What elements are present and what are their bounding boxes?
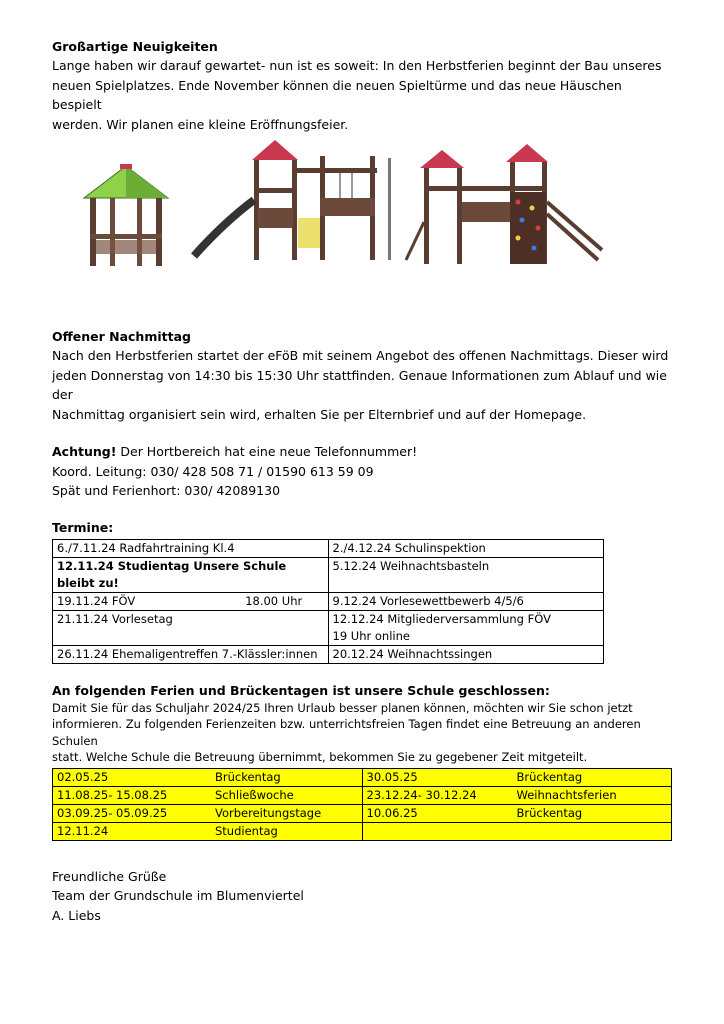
closed-heading: An folgenden Ferien und Brückentagen ist unsere Schule geschlossen: (52, 682, 550, 698)
table-cell (53, 592, 329, 610)
table-cell: 12.11.24 Studientag (53, 822, 363, 840)
table-cell: 26.11.24 Ehemaligentreffen 7.-Klässler:innen (53, 645, 329, 663)
holiday-table (52, 768, 672, 841)
table-cell (328, 610, 604, 645)
table-cell: 30.05.25 Brückentag (362, 768, 672, 786)
notice-label: Achtung! (52, 444, 117, 459)
table-row (53, 557, 604, 592)
afternoon-heading: Offener Nachmittag (52, 329, 191, 344)
closed-line-3: statt. Welche Schule die Betreuung übernimmt, bekommen Sie zu gegebener Zeit mitgeteilt. (52, 750, 588, 764)
event-time: 18.00 Uhr (245, 593, 303, 608)
table-row (53, 610, 604, 645)
afternoon-line-2: jeden Donnerstag von 14:30 bis 15:30 Uhr stattfinden. Genaue Informationen zum Ablauf und wie der (52, 367, 667, 402)
table-row (53, 786, 672, 804)
closing-greeting: Freundliche Grüße (52, 868, 167, 884)
closed-line-1: Damit Sie für das Schuljahr 2024/25 Ihren Urlaub besser planen können, möchten wir Sie schon jetzt (52, 700, 633, 715)
afternoon-line-3: Nachmittag organisiert sein wird, erhalten Sie per Elternbrief und auf der Homepage. (52, 406, 587, 422)
notice-text: Der Hortbereich hat eine neue Telefonnummer! (116, 444, 418, 459)
closing-name: A. Liebs (52, 907, 101, 923)
table-cell (362, 822, 672, 840)
table-cell: 11.08.25- 15.08.25 Schließwoche (53, 786, 363, 804)
playground-images (52, 138, 672, 308)
table-row (53, 592, 604, 610)
news-heading: Großartige Neuigkeiten (52, 39, 218, 54)
play-tower-climbing-image (402, 142, 622, 272)
event-subtext: 19 Uhr online (332, 628, 410, 643)
table-cell: 02.05.25 Brückentag (53, 768, 363, 786)
table-cell: 23.12.24- 30.12.24 Weihnachtsferien (362, 786, 672, 804)
table-cell: 5.12.24 Weihnachtsbasteln (328, 557, 604, 592)
newsletter-page (52, 38, 672, 925)
news-line-2: neuen Spielplatzes. Ende November können die neuen Spieltürme und das neue Häuschen bespielt (52, 77, 622, 112)
closing-team: Team der Grundschule im Blumenviertel (52, 888, 304, 903)
afternoon-line-1: Nach den Herbstferien startet der eFöB mit seinem Angebot des offenen Nachmittags. Dieser wird (52, 348, 669, 363)
pavilion-image (80, 164, 172, 274)
table-row (53, 539, 604, 557)
event-text: 19.11.24 FÖV (57, 593, 136, 608)
table-cell: 10.06.25 Brückentag (362, 804, 672, 822)
notice-line-2: Koord. Leitung: 030/ 428 508 71 / 01590 613 59 09 (52, 463, 374, 479)
table-cell: 20.12.24 Weihnachtssingen (328, 645, 604, 663)
table-cell: 6./7.11.24 Radfahrtraining Kl.4 (53, 539, 329, 557)
table-row (53, 804, 672, 822)
table-row (53, 645, 604, 663)
news-line-1: Lange haben wir darauf gewartet- nun ist es soweit: In den Herbstferien beginnt der Bau unseres (52, 58, 662, 73)
table-cell: 21.11.24 Vorlesetag (53, 610, 329, 645)
event-text: 12.12.24 Mitgliederversammlung FÖV (332, 611, 551, 626)
table-cell: 2./4.12.24 Schulinspektion (328, 539, 604, 557)
table-row (53, 768, 672, 786)
play-tower-slide-image (190, 138, 400, 268)
table-cell: 12.11.24 Studientag Unsere Schule bleibt zu! (53, 557, 329, 592)
notice-line-1 (52, 442, 672, 462)
closed-line-2: informieren. Zu folgenden Ferienzeiten bzw. unterrichtsfreien Tagen findet eine Betreuung an anderen Schulen (52, 717, 641, 748)
table-row (53, 822, 672, 840)
table-cell: 03.09.25- 05.09.25 Vorbereitungstage (53, 804, 363, 822)
termine-heading: Termine: (52, 519, 114, 535)
table-cell: 9.12.24 Vorlesewettbewerb 4/5/6 (328, 592, 604, 610)
news-line-3: werden. Wir planen eine kleine Eröffnungsfeier. (52, 116, 349, 132)
termine-table (52, 539, 604, 664)
notice-line-3: Spät und Ferienhort: 030/ 42089130 (52, 483, 281, 498)
